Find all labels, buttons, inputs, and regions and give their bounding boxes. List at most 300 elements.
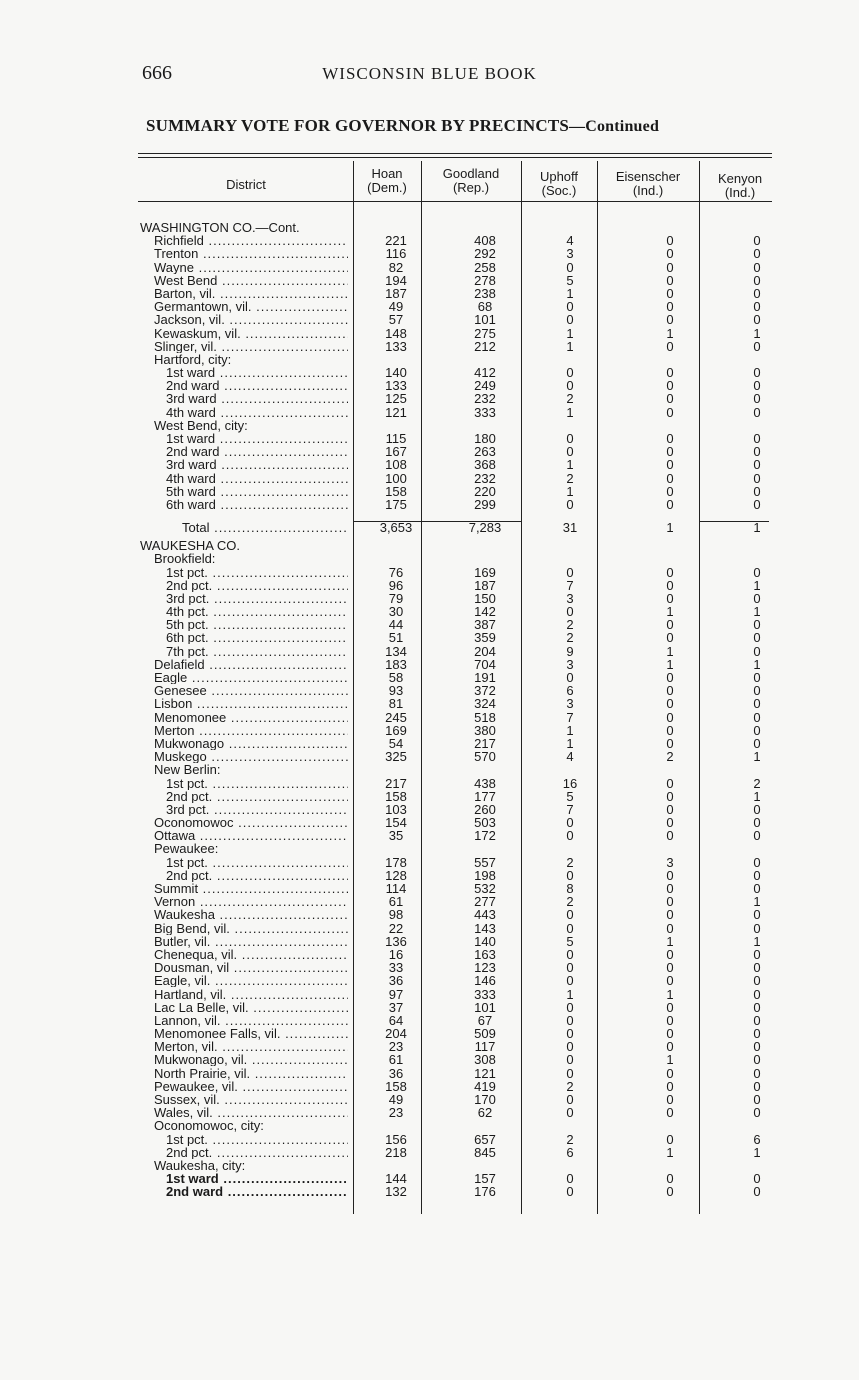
table-row bbox=[0, 988, 859, 1001]
goodland-votes: 258 bbox=[474, 259, 496, 275]
uphoff-votes: 16 bbox=[562, 775, 578, 791]
district-name: 4th ward ..... bbox=[166, 472, 348, 485]
top-rule-1 bbox=[138, 153, 772, 154]
goodland-votes: 299 bbox=[474, 496, 496, 512]
kenyon-votes: 0 bbox=[753, 1039, 761, 1055]
section-header-row bbox=[0, 763, 859, 776]
hoan-votes: 121 bbox=[385, 404, 407, 420]
table-row bbox=[0, 618, 859, 631]
hoan-votes: 221 bbox=[385, 233, 407, 249]
uphoff-votes: 0 bbox=[566, 828, 574, 844]
kenyon-votes: 0 bbox=[753, 1012, 761, 1028]
kenyon-votes: 0 bbox=[753, 630, 761, 646]
district-name: Germantown, vil. ..... bbox=[154, 300, 348, 313]
top-rule-2 bbox=[138, 157, 772, 158]
uphoff-votes: 0 bbox=[566, 973, 574, 989]
uphoff-votes: 0 bbox=[566, 1105, 574, 1121]
table-row bbox=[0, 327, 859, 340]
hoan-votes: 82 bbox=[388, 259, 404, 275]
district-name: West Bend ..... bbox=[154, 274, 348, 287]
eisenscher-votes: 0 bbox=[666, 960, 674, 976]
kenyon-votes: 0 bbox=[753, 233, 761, 249]
goodland-votes: 170 bbox=[474, 1092, 496, 1107]
uphoff-votes: 3 bbox=[566, 696, 574, 712]
kenyon-votes: 0 bbox=[753, 590, 761, 606]
goodland-votes: 220 bbox=[474, 483, 496, 499]
kenyon-votes: 1 bbox=[753, 520, 761, 536]
uphoff-votes: 2 bbox=[566, 1131, 574, 1147]
eisenscher-votes: 0 bbox=[666, 999, 674, 1015]
hoan-votes: 49 bbox=[388, 299, 404, 315]
table-row bbox=[0, 498, 859, 511]
district-name: Ottawa ..... bbox=[154, 829, 348, 842]
district-name: Barton, vil. ..... bbox=[154, 287, 348, 300]
table-row bbox=[0, 247, 859, 260]
table-row bbox=[0, 948, 859, 961]
uphoff-votes: 0 bbox=[566, 1184, 574, 1200]
goodland-votes: 443 bbox=[474, 907, 496, 923]
section-header-row bbox=[0, 419, 859, 432]
kenyon-votes: 0 bbox=[753, 470, 761, 486]
goodland-votes: 177 bbox=[474, 788, 496, 804]
uphoff-votes: 0 bbox=[566, 312, 574, 328]
eisenscher-votes: 1 bbox=[666, 325, 674, 341]
table-row bbox=[0, 803, 859, 816]
uphoff-votes: 4 bbox=[566, 233, 574, 249]
hoan-votes: 61 bbox=[388, 894, 404, 910]
table-row bbox=[0, 777, 859, 790]
table-row bbox=[0, 1080, 859, 1093]
uphoff-votes: 0 bbox=[566, 1039, 574, 1055]
uphoff-votes: 0 bbox=[566, 815, 574, 831]
hoan-votes: 96 bbox=[388, 577, 404, 593]
kenyon-votes: 0 bbox=[753, 1184, 761, 1200]
table-row bbox=[0, 366, 859, 379]
eisenscher-votes: 0 bbox=[666, 735, 674, 751]
district-name: 1st ward ..... bbox=[166, 1172, 348, 1185]
district-name: 5th pct. ..... bbox=[166, 618, 348, 631]
kenyon-name: Kenyon bbox=[717, 171, 763, 186]
hoan-votes: 76 bbox=[388, 564, 404, 580]
uphoff-votes: 5 bbox=[566, 933, 574, 949]
table-row bbox=[0, 1001, 859, 1014]
table-row bbox=[0, 724, 859, 737]
table-row bbox=[0, 1053, 859, 1066]
kenyon-votes: 0 bbox=[753, 431, 761, 446]
hoan-votes: 116 bbox=[385, 246, 407, 262]
col-header-uphoff bbox=[522, 170, 596, 198]
hoan-votes: 36 bbox=[388, 973, 404, 989]
kenyon-votes: 0 bbox=[753, 1105, 761, 1121]
hoan-votes: 169 bbox=[385, 722, 407, 738]
uphoff-votes: 7 bbox=[566, 709, 574, 725]
uphoff-votes: 0 bbox=[566, 378, 574, 394]
eisenscher-votes: 0 bbox=[666, 457, 674, 473]
uphoff-votes: 2 bbox=[566, 617, 574, 633]
district-name: 1st pct. ..... bbox=[166, 777, 348, 790]
hoan-votes: 100 bbox=[385, 470, 407, 486]
hoan-votes: 156 bbox=[385, 1131, 407, 1147]
uphoff-votes: 0 bbox=[566, 299, 574, 315]
hoan-votes: 33 bbox=[388, 960, 404, 976]
uphoff-votes: 31 bbox=[562, 520, 578, 536]
goodland-votes: 217 bbox=[474, 735, 496, 751]
eisenscher-votes: 0 bbox=[666, 630, 674, 646]
eisenscher-votes: 0 bbox=[666, 867, 674, 883]
uphoff-votes: 0 bbox=[566, 670, 574, 685]
eisenscher-votes: 0 bbox=[666, 259, 674, 275]
eisenscher-votes: 0 bbox=[666, 577, 674, 593]
district-name: North Prairie, vil. ..... bbox=[154, 1067, 348, 1080]
kenyon-votes: 0 bbox=[753, 670, 761, 685]
district-name: Menomonee ..... bbox=[154, 711, 348, 724]
table-row bbox=[0, 1172, 859, 1185]
uphoff-votes: 0 bbox=[566, 960, 574, 976]
uphoff-votes: 1 bbox=[566, 722, 574, 738]
table-row bbox=[0, 1133, 859, 1146]
hoan-votes: 187 bbox=[385, 285, 407, 301]
table-row bbox=[0, 829, 859, 842]
eisenscher-votes: 0 bbox=[666, 299, 674, 315]
goodland-votes: 372 bbox=[474, 683, 496, 699]
district-name: 7th pct. ..... bbox=[166, 645, 348, 658]
title-main: SUMMARY VOTE FOR GOVERNOR BY PRECINCTS bbox=[146, 116, 570, 135]
uphoff-votes: 0 bbox=[566, 1092, 574, 1107]
goodland-votes: 232 bbox=[474, 391, 496, 407]
kenyon-votes: 0 bbox=[753, 272, 761, 288]
district-name: 3rd ward ..... bbox=[166, 392, 348, 405]
district-name: Jackson, vil. ..... bbox=[154, 313, 348, 326]
goodland-votes: 176 bbox=[474, 1184, 496, 1200]
district-name: Richfield ..... bbox=[154, 234, 348, 247]
district-name: 1st ward ..... bbox=[166, 432, 348, 445]
goodland-votes: 7,283 bbox=[468, 520, 502, 536]
kenyon-votes: 0 bbox=[753, 709, 761, 725]
eisenscher-votes: 0 bbox=[666, 670, 674, 685]
kenyon-votes: 0 bbox=[753, 986, 761, 1002]
district-name: Trenton ..... bbox=[154, 247, 348, 260]
district-name: Butler, vil. ..... bbox=[154, 935, 348, 948]
district-name: Waukesha ..... bbox=[154, 908, 348, 921]
kenyon-votes: 0 bbox=[753, 973, 761, 989]
table-row bbox=[0, 392, 859, 405]
uphoff-votes: 3 bbox=[566, 246, 574, 262]
table-row bbox=[0, 790, 859, 803]
eisenscher-votes: 0 bbox=[666, 431, 674, 446]
hoan-votes: 57 bbox=[388, 312, 404, 328]
table-row bbox=[0, 1040, 859, 1053]
table-row bbox=[0, 684, 859, 697]
district-name: 1st pct. ..... bbox=[166, 856, 348, 869]
district-name: 2nd ward ..... bbox=[166, 445, 348, 458]
table-row bbox=[0, 485, 859, 498]
kenyon-votes: 1 bbox=[753, 577, 761, 593]
district-name: Brookfield: bbox=[154, 551, 216, 567]
district-name: 2nd pct. ..... bbox=[166, 790, 348, 803]
uphoff-votes: 0 bbox=[566, 907, 574, 923]
goodland-votes: 277 bbox=[474, 894, 496, 910]
uphoff-votes: 7 bbox=[566, 801, 574, 817]
goodland-votes: 333 bbox=[474, 986, 496, 1002]
eisenscher-votes: 0 bbox=[666, 246, 674, 262]
hoan-votes: 194 bbox=[385, 272, 407, 288]
table-row bbox=[0, 658, 859, 671]
hoan-votes: 23 bbox=[388, 1105, 404, 1121]
hoan-votes: 148 bbox=[385, 325, 407, 341]
uphoff-votes: 2 bbox=[566, 894, 574, 910]
district-name: Lisbon ..... bbox=[154, 697, 348, 710]
district-name: Merton, vil. ..... bbox=[154, 1040, 348, 1053]
uphoff-votes: 6 bbox=[566, 1144, 574, 1160]
kenyon-votes: 0 bbox=[753, 1065, 761, 1081]
table-row bbox=[0, 750, 859, 763]
uphoff-votes: 2 bbox=[566, 470, 574, 486]
kenyon-votes: 0 bbox=[753, 946, 761, 962]
goodland-votes: 260 bbox=[474, 801, 496, 817]
hoan-votes: 158 bbox=[385, 788, 407, 804]
district-name: 2nd pct. ..... bbox=[166, 1146, 348, 1159]
district-name: 6th ward ..... bbox=[166, 498, 348, 511]
kenyon-votes: 0 bbox=[753, 457, 761, 473]
kenyon-votes: 0 bbox=[753, 1026, 761, 1042]
goodland-votes: 292 bbox=[474, 246, 496, 262]
section-header-row bbox=[0, 221, 859, 234]
uphoff-votes: 2 bbox=[566, 854, 574, 870]
hoan-votes: 58 bbox=[388, 670, 404, 685]
district-name: Eagle ..... bbox=[154, 671, 348, 684]
kenyon-votes: 0 bbox=[753, 285, 761, 301]
kenyon-votes: 0 bbox=[753, 444, 761, 460]
district-name: Wales, vil. ..... bbox=[154, 1106, 348, 1119]
section-header-row bbox=[0, 842, 859, 855]
page-number: 666 bbox=[142, 62, 172, 84]
eisenscher-party: (Ind.) bbox=[632, 183, 664, 198]
col-header-hoan bbox=[354, 167, 420, 195]
goodland-votes: 123 bbox=[474, 960, 496, 976]
hoan-votes: 133 bbox=[385, 378, 407, 394]
hoan-votes: 93 bbox=[388, 683, 404, 699]
kenyon-votes: 0 bbox=[753, 617, 761, 633]
district-name: Muskego ..... bbox=[154, 750, 348, 763]
eisenscher-votes: 0 bbox=[666, 470, 674, 486]
col-header-district: District bbox=[226, 177, 266, 192]
hoan-name: Hoan bbox=[371, 166, 403, 181]
uphoff-votes: 3 bbox=[566, 656, 574, 672]
goodland-votes: 121 bbox=[474, 1065, 496, 1081]
kenyon-votes: 0 bbox=[753, 999, 761, 1015]
table-row bbox=[0, 1014, 859, 1027]
table-row bbox=[0, 579, 859, 592]
district-name: Wayne ..... bbox=[154, 261, 348, 274]
district-name: 2nd ward ..... bbox=[166, 379, 348, 392]
district-name: 4th ward ..... bbox=[166, 406, 348, 419]
table-row bbox=[0, 472, 859, 485]
hoan-votes: 128 bbox=[385, 867, 407, 883]
eisenscher-votes: 0 bbox=[666, 617, 674, 633]
table-row bbox=[0, 432, 859, 445]
district-name: Dousman, vil ..... bbox=[154, 961, 348, 974]
table-row bbox=[0, 631, 859, 644]
goodland-votes: 232 bbox=[474, 470, 496, 486]
kenyon-votes: 0 bbox=[753, 391, 761, 407]
eisenscher-votes: 0 bbox=[666, 1039, 674, 1055]
table-row bbox=[0, 645, 859, 658]
district-name: Menomonee Falls, vil. ..... bbox=[154, 1027, 348, 1040]
eisenscher-votes: 0 bbox=[666, 1092, 674, 1107]
eisenscher-votes: 0 bbox=[666, 1105, 674, 1121]
header-bottom-rule bbox=[138, 201, 772, 202]
kenyon-votes: 0 bbox=[753, 854, 761, 870]
uphoff-votes: 0 bbox=[566, 1171, 574, 1187]
kenyon-votes: 0 bbox=[753, 496, 761, 512]
eisenscher-votes: 0 bbox=[666, 233, 674, 249]
kenyon-votes: 0 bbox=[753, 881, 761, 896]
eisenscher-votes: 2 bbox=[666, 749, 674, 765]
goodland-votes: 180 bbox=[474, 431, 496, 446]
eisenscher-votes: 0 bbox=[666, 483, 674, 499]
col-header-kenyon bbox=[700, 172, 780, 200]
kenyon-party: (Ind.) bbox=[724, 185, 756, 200]
goodland-votes: 532 bbox=[474, 881, 496, 896]
eisenscher-votes: 1 bbox=[666, 656, 674, 672]
goodland-name: Goodland bbox=[442, 166, 500, 181]
goodland-votes: 412 bbox=[474, 365, 496, 381]
goodland-votes: 380 bbox=[474, 722, 496, 738]
eisenscher-votes: 0 bbox=[666, 496, 674, 512]
table-row bbox=[0, 869, 859, 882]
hoan-votes: 30 bbox=[388, 604, 404, 620]
goodland-votes: 150 bbox=[474, 590, 496, 606]
kenyon-votes: 0 bbox=[753, 1052, 761, 1068]
eisenscher-votes: 0 bbox=[666, 272, 674, 288]
section-header-row bbox=[0, 552, 859, 565]
kenyon-votes: 0 bbox=[753, 1092, 761, 1107]
district-name: New Berlin: bbox=[154, 762, 221, 778]
hoan-votes: 178 bbox=[385, 854, 407, 870]
kenyon-votes: 0 bbox=[753, 815, 761, 831]
goodland-votes: 308 bbox=[474, 1052, 496, 1068]
hoan-votes: 132 bbox=[385, 1184, 407, 1200]
goodland-votes: 263 bbox=[474, 444, 496, 460]
hoan-votes: 245 bbox=[385, 709, 407, 725]
table-row bbox=[0, 711, 859, 724]
table-row bbox=[0, 737, 859, 750]
district-name: WAUKESHA CO. bbox=[140, 538, 240, 554]
uphoff-votes: 0 bbox=[566, 1012, 574, 1028]
goodland-votes: 198 bbox=[474, 867, 496, 883]
kenyon-votes: 2 bbox=[753, 775, 761, 791]
district-name: Summit ..... bbox=[154, 882, 348, 895]
title-continued: —Continued bbox=[569, 118, 660, 135]
goodland-votes: 657 bbox=[474, 1131, 496, 1147]
eisenscher-votes: 0 bbox=[666, 801, 674, 817]
district-name: 3rd pct. ..... bbox=[166, 803, 348, 816]
eisenscher-votes: 0 bbox=[666, 338, 674, 354]
kenyon-votes: 1 bbox=[753, 894, 761, 910]
table-row bbox=[0, 605, 859, 618]
uphoff-votes: 0 bbox=[566, 496, 574, 512]
kenyon-votes: 0 bbox=[753, 564, 761, 580]
hoan-votes: 54 bbox=[388, 735, 404, 751]
hoan-votes: 22 bbox=[388, 920, 404, 936]
goodland-votes: 146 bbox=[474, 973, 496, 989]
table-row bbox=[0, 261, 859, 274]
table-row bbox=[0, 908, 859, 921]
goodland-votes: 101 bbox=[474, 312, 496, 328]
uphoff-votes: 2 bbox=[566, 1078, 574, 1094]
table-row bbox=[0, 406, 859, 419]
district-name: WASHINGTON CO.—Cont. bbox=[140, 220, 300, 235]
goodland-votes: 249 bbox=[474, 378, 496, 394]
goodland-votes: 172 bbox=[474, 828, 496, 844]
uphoff-votes: 0 bbox=[566, 259, 574, 275]
eisenscher-votes: 0 bbox=[666, 696, 674, 712]
uphoff-votes: 1 bbox=[566, 338, 574, 354]
uphoff-votes: 1 bbox=[566, 325, 574, 341]
hoan-votes: 140 bbox=[385, 365, 407, 381]
page-title bbox=[146, 116, 659, 136]
hoan-votes: 175 bbox=[385, 496, 407, 512]
kenyon-votes: 0 bbox=[753, 828, 761, 844]
kenyon-votes: 0 bbox=[753, 801, 761, 817]
eisenscher-votes: 0 bbox=[666, 788, 674, 804]
kenyon-votes: 0 bbox=[753, 246, 761, 262]
uphoff-votes: 1 bbox=[566, 483, 574, 499]
kenyon-votes: 0 bbox=[753, 683, 761, 699]
uphoff-votes: 6 bbox=[566, 683, 574, 699]
uphoff-votes: 0 bbox=[566, 365, 574, 381]
uphoff-votes: 7 bbox=[566, 577, 574, 593]
hoan-votes: 79 bbox=[388, 590, 404, 606]
kenyon-votes: 0 bbox=[753, 299, 761, 315]
eisenscher-votes: 0 bbox=[666, 1078, 674, 1094]
hoan-votes: 23 bbox=[388, 1039, 404, 1055]
hoan-votes: 49 bbox=[388, 1092, 404, 1107]
kenyon-votes: 0 bbox=[753, 960, 761, 976]
district-name: 3rd ward ..... bbox=[166, 458, 348, 471]
kenyon-votes: 0 bbox=[753, 735, 761, 751]
table-row bbox=[0, 1027, 859, 1040]
district-name: Mukwonago ..... bbox=[154, 737, 348, 750]
hoan-votes: 204 bbox=[385, 1026, 407, 1042]
total-rule-left bbox=[353, 521, 521, 522]
kenyon-votes: 0 bbox=[753, 867, 761, 883]
table-row bbox=[0, 697, 859, 710]
hoan-votes: 217 bbox=[385, 775, 407, 791]
goodland-votes: 387 bbox=[474, 617, 496, 633]
goodland-votes: 163 bbox=[474, 946, 496, 962]
eisenscher-votes: 0 bbox=[666, 775, 674, 791]
hoan-votes: 183 bbox=[385, 656, 407, 672]
district-name: Pewaukee, vil. ..... bbox=[154, 1080, 348, 1093]
eisenscher-votes: 0 bbox=[666, 683, 674, 699]
eisenscher-votes: 0 bbox=[666, 1026, 674, 1042]
table-row bbox=[0, 1146, 859, 1159]
kenyon-votes: 0 bbox=[753, 643, 761, 659]
uphoff-votes: 1 bbox=[566, 285, 574, 301]
eisenscher-votes: 0 bbox=[666, 828, 674, 844]
uphoff-votes: 0 bbox=[566, 1026, 574, 1042]
hoan-votes: 44 bbox=[388, 617, 404, 633]
table-row bbox=[0, 961, 859, 974]
table-row bbox=[0, 1106, 859, 1119]
goodland-votes: 503 bbox=[474, 815, 496, 831]
table-row bbox=[0, 1185, 859, 1198]
uphoff-votes: 0 bbox=[566, 999, 574, 1015]
district-name: Oconomowoc, city: bbox=[154, 1118, 264, 1134]
district-name: 2nd pct. ..... bbox=[166, 869, 348, 882]
eisenscher-votes: 1 bbox=[666, 986, 674, 1002]
